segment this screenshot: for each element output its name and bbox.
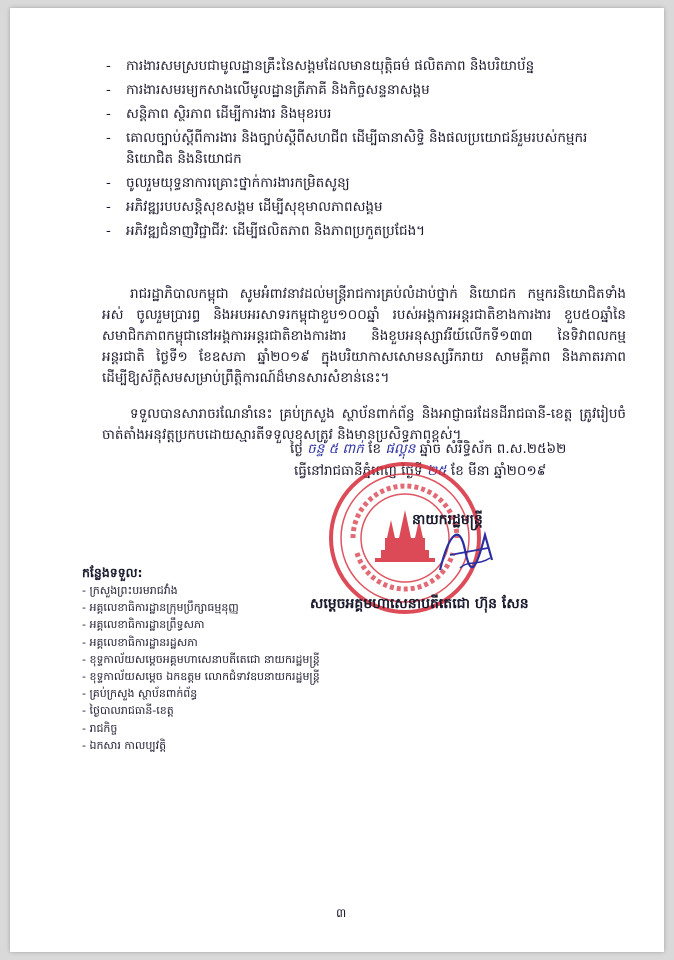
bullet-item: - គោលច្បាប់ស្តីពីការងារ និងច្បាប់ស្តីពីសហជីព ដើម្បីធានាសិទ្ធិ និងផលប្រយោជន៍រួមរបស់កម្មករ និយោជិត និងនិយោជក bbox=[106, 130, 588, 167]
recipient-item: - ខុទ្ទកាល័យសម្តេច ឯកឧត្តម លោកជំទាវឧបនាយករដ្ឋមន្ត្រី bbox=[82, 670, 320, 684]
bullet-text: សន្តិភាព ស្ថិរភាព ដើម្បីការងារ និងមុខរបរ bbox=[126, 106, 332, 122]
pm-title: នាយករដ្ឋមន្ត្រី bbox=[412, 512, 483, 528]
recipient-item: - គ្រប់ក្រសួង ស្ថាប័នពាក់ព័ន្ធ bbox=[82, 687, 198, 701]
location-month: មីនា bbox=[468, 463, 490, 479]
bullet-item: - អភិវឌ្ឍរបបសន្តិសុខសង្គម ដើម្បីសុខុមាលភាពសង្គម bbox=[106, 199, 383, 215]
bullet-list bbox=[106, 56, 626, 245]
bullet-text: ការងារសមស្របជាមូលដ្ឋានគ្រឹះនៃសង្គមដែលមានយុត្តិធម៌ ផលិតភាព និងបរិយាប័ន្ន bbox=[126, 58, 535, 74]
bullet-item: - ការងារសមស្របជាមូលដ្ឋានគ្រឹះនៃសង្គមដែលមានយុត្តិធម៌ ផលិតភាព និងបរិយាប័ន្ន bbox=[106, 58, 535, 74]
lunar-date-line bbox=[290, 438, 626, 460]
bullet-item: - អភិវឌ្ឍជំនាញវិជ្ជាជីវៈ ដើម្បីផលិតភាព និងភាពប្រកួតប្រជែង។ bbox=[106, 223, 426, 239]
bullet-text: គោលច្បាប់ស្តីពីការងារ និងច្បាប់ស្តីពីសហជីព ដើម្បីធានាសិទ្ធិ និងផលប្រយោជន៍រួមរបស់កម្មករ និយោជិត និងនិយោជក bbox=[126, 130, 588, 167]
recipient-item: - រាជកិច្ច bbox=[82, 721, 118, 735]
bullet-text: ការងារសមរម្យកសាងលើមូលដ្ឋានត្រីភាគី និងកិច្ចសន្ទនាសង្គម bbox=[126, 82, 430, 98]
recipient-item: - ថ្ងៃបាលរាជធានី-ខេត្ត bbox=[82, 704, 174, 718]
page-number: ៣ bbox=[336, 906, 347, 920]
location-month-label: ខែ bbox=[450, 463, 464, 479]
bullet-item: - សន្តិភាព ស្ថិរភាព ដើម្បីការងារ និងមុខរបរ bbox=[106, 106, 332, 122]
date-prefix: ថ្ងៃ bbox=[290, 441, 303, 457]
lunar-year: ឆ្នាំច សំរឹទ្ធិស័ក ព.ស.២៥៦២ bbox=[419, 441, 567, 457]
recipients-heading: កន្លែងទទួល: bbox=[82, 565, 143, 580]
bullet-text: អភិវឌ្ឍរបបសន្តិសុខសង្គម ដើម្បីសុខុមាលភាពសង្គម bbox=[126, 199, 383, 215]
date-month-label: ខែ bbox=[368, 441, 382, 457]
lunar-month: ផល្គុន bbox=[385, 441, 416, 457]
appeal-paragraph: រាជរដ្ឋាភិបាលកម្ពុជា សូមអំពាវនាវដល់មន្ត្រីរាជការគ្រប់លំដាប់ថ្នាក់ និយោជក កម្មករនិយោជិតទាំងអស់ ចូលរួមប្រារព្ធ និងអបអរសាទរកម្ពុជាខួប១០០ឆ្នាំ របស់អង្គការអន្តរជាតិខាងការងារ ខួប៥០ឆ្នាំនៃសមាជិកភាពកម្ពុជានៅអង្គការអន្តរជាតិខាងការងារ និងខួបអនុស្សាវរីយ៍លើកទី១៣៣ នៃទិវាពលកម្មអន្តរជាតិ ថ្ងៃទី១ ខែឧសភា ឆ្នាំ២០១៩ ក្នុងបរិយាកាសសោមនស្សរីករាយ សាមគ្គីភាព និងភាតរភាព ដើម្បីឱ្យស័ក្តិសមសម្រាប់ព្រឹត្តិការណ៍ដ៏មានសារសំខាន់នេះ។ bbox=[102, 285, 626, 386]
recipient-item: - អគ្គលេខាធិការដ្ឋានព្រឹទ្ធសភា bbox=[82, 618, 205, 632]
recipient-item: - ខុទ្ទកាល័យសម្តេចអគ្គមហាសេនាបតីតេជោ នាយករដ្ឋមន្ត្រី bbox=[82, 652, 320, 666]
bullet-text: ចូលរួមយុទ្ធនាការគ្រោះថ្នាក់ការងារកម្រិតសូន្យ bbox=[126, 175, 350, 191]
recipients-list bbox=[82, 582, 342, 754]
recipient-item: - អគ្គលេខាធិការដ្ឋានរដ្ឋសភា bbox=[82, 635, 198, 649]
bullet-item: - ចូលរួមយុទ្ធនាការគ្រោះថ្នាក់ការងារកម្រិតសូន្យ bbox=[106, 175, 350, 191]
lunar-day: ចន្ទ ៥ ពាក់ bbox=[307, 441, 364, 457]
location-day: ២៥ bbox=[426, 463, 447, 479]
location-prefix: ធ្វើនៅរាជធានីភ្នំពេញ ថ្ងៃទី bbox=[294, 463, 423, 479]
recipient-item: - ឯកសារ កាលប្បវត្តិ bbox=[82, 738, 167, 752]
pm-name: សម្តេចអគ្គមហាសេនាបតីតេជោ ហ៊ុន សែន bbox=[310, 596, 529, 612]
recipient-item: - ក្រសួងព្រះបរមរាជវាំង bbox=[82, 584, 178, 597]
instruction-paragraph: ទទួលបានសារាចរណែនាំនេះ គ្រប់ក្រសួង ស្ថាប័នពាក់ព័ន្ធ និងអាជ្ញាធរដែនដីរាជធានី-ខេត្ត ត្រូវរៀបចំចាត់តាំងអនុវត្តប្រកបដោយស្មារតីទទួលខុសត្រូវ និងមានប្រសិទ្ធភាពខ្ពស់។ bbox=[102, 405, 626, 443]
location-year: ឆ្នាំ២០១៩ bbox=[493, 463, 547, 479]
bullet-item: - ការងារសមរម្យកសាងលើមូលដ្ឋានត្រីភាគី និងកិច្ចសន្ទនាសង្គម bbox=[106, 82, 430, 98]
recipient-item: - អគ្គលេខាធិការដ្ឋានក្រុមប្រឹក្សាធម្មនុញ្ញ bbox=[82, 601, 239, 615]
bullet-text: អភិវឌ្ឍជំនាញវិជ្ជាជីវៈ ដើម្បីផលិតភាព និងភាពប្រកួតប្រជែង។ bbox=[126, 223, 426, 239]
